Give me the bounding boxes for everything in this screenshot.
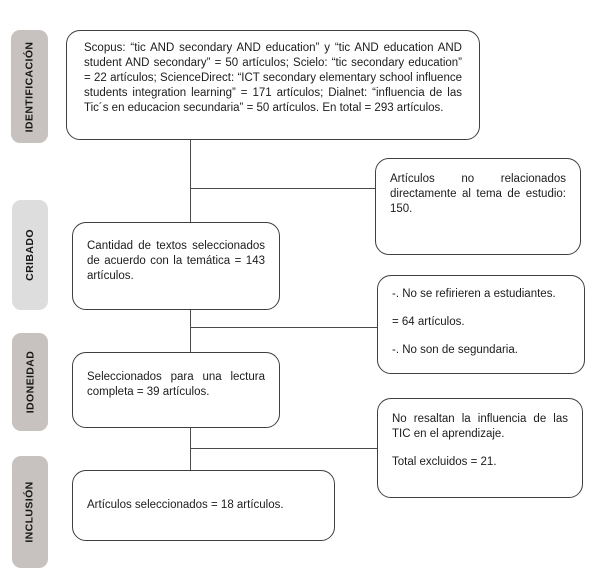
excluded-not-related-box	[375, 158, 581, 255]
excluded-screening-line-1: -. No se refirieren a estudiantes.	[392, 288, 556, 300]
excluded-screening-box	[377, 275, 585, 374]
stage-cribado	[12, 200, 48, 310]
identification-text: Scopus: “tic AND secondary AND education” y “tic AND education AND student AND secondary” = 50 artículos; Scielo: “tic secondary education” = 22 artículos; ScienceDirect: “ICT secondary elementary school influence students integration learning” = 171 artículos; Dialnet: “influencia de las Tic´s en educacion secundaria” = 50 artículos. En total = 293 artículos.	[84, 42, 462, 114]
excluded-eligibility-box	[377, 398, 583, 498]
stage-identificacion	[11, 30, 48, 143]
inclusion-text: Artículos seleccionados = 18 artículos.	[87, 499, 284, 511]
stage-idoneidad	[12, 333, 48, 431]
inclusion-box	[72, 470, 335, 541]
excluded-screening-line-3: -. No son de segundaria.	[392, 344, 518, 356]
connector-branch-1	[190, 188, 375, 189]
excluded-eligibility-line-1: No resaltan la influencia de las TIC en el aprendizaje.	[392, 413, 568, 440]
connector-branch-3	[190, 448, 377, 449]
screening-box	[72, 222, 280, 310]
connector-vertical-2	[190, 310, 191, 352]
stage-inclusion	[12, 456, 48, 568]
screening-text: Cantidad de textos seleccionados de acuerdo con la temática = 143 artículos.	[87, 240, 265, 282]
excluded-not-related-text: Artículos no relacionados directamente al tema de estudio: 150.	[390, 173, 566, 215]
stage-cribado-label: CRIBADO	[24, 229, 36, 281]
stage-inclusion-label: INCLUSIÓN	[24, 481, 37, 543]
identification-box	[66, 30, 480, 140]
excluded-eligibility-line-2: Total excluidos = 21.	[392, 456, 497, 468]
connector-vertical-3	[190, 428, 191, 470]
eligibility-box	[72, 352, 280, 428]
excluded-screening-line-2: = 64 artículos.	[392, 316, 465, 328]
connector-branch-2	[190, 327, 377, 328]
stage-identificacion-label: IDENTIFICACIÓN	[23, 41, 36, 132]
connector-vertical-1	[190, 140, 191, 222]
stage-idoneidad-label: IDONEIDAD	[24, 350, 36, 414]
eligibility-text: Seleccionados para una lectura completa = 39 artículos.	[87, 371, 265, 398]
